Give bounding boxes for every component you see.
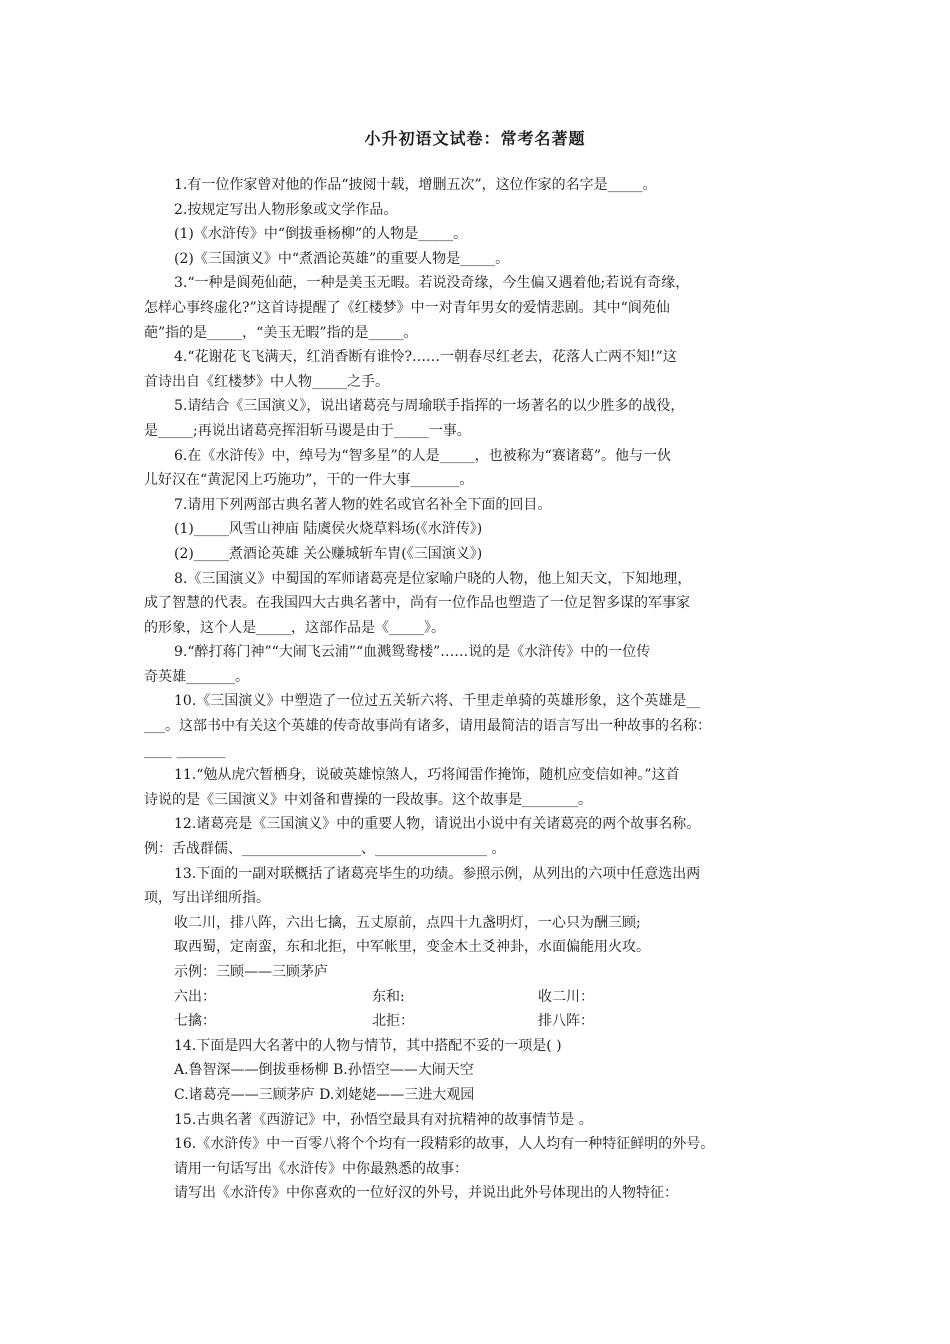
text-line: 葩”指的是_____，“美玉无暇”指的是_____。 [144,324,418,341]
text-line: 15.古典名著《西游记》中，孙悟空最具有对抗精神的故事情节是 。 [174,1111,593,1128]
text-line: 请用一句话写出《水浒传》中你最熟悉的故事： [174,1160,468,1177]
text-line: ___。这部书中有关这个英雄的传奇故事尚有诸多，请用最简洁的语言写出一种故事的名称： [144,718,711,735]
answer-label: 排八阵： [538,1013,594,1030]
text-line: 奇英雄_______。 [144,668,249,685]
text-line: 请写出《水浒传》中你喜欢的一位好汉的外号，并说出此外号体现出的人物特征： [174,1185,678,1202]
text-line: 3.“一种是阆苑仙葩，一种是美玉无暇。若说没奇缘，今生偏又遇着他;若说有奇缘， [174,275,690,292]
text-line: 13.下面的一副对联概括了诸葛亮毕生的功绩。参照示例，从列出的六项中任意选出两 [174,865,701,882]
text-line: 2.按规定写出人物形象或文学作品。 [174,201,398,218]
text-line: 示例：三顾——三顾茅庐 [174,964,328,980]
page-title: 小升初语文试卷：常考名著题 [364,129,586,148]
answer-label: 北拒： [372,1013,414,1030]
text-line: 8.《三国演义》中蜀国的军师诸葛亮是位家喻户晓的人物，他上知天文，下知地理， [174,570,692,587]
text-line: 怎样心事终虚化?”这首诗提醒了《红楼梦》中一对青年男女的爱情悲剧。其中“阆苑仙 [144,299,670,316]
text-line: (2)_____煮酒论英雄 关公赚城斩车胄(《三国演义》) [174,545,483,562]
text-line: 诗说的是《三国演义》中刘备和曹操的一段故事。这个故事是________。 [144,791,592,808]
answer-label: 七擒： [174,1013,216,1030]
answer-row [144,985,820,1010]
text-line: 收二川，排八阵，六出七擒，五丈原前，点四十九盏明灯，一心只为酬三顾; [174,914,641,931]
text-line: 1.有一位作家曾对他的作品“披阅十载，增删五次”，这位作家的名字是_____。 [174,177,657,193]
text-line: 11.“勉从虎穴暂栖身，说破英雄惊煞人，巧将闻雷作掩饰，随机应变信如神。”这首 [174,767,680,784]
text-line: 6.在《水浒传》中，绰号为“智多星”的人是_____，也被称为“赛诸葛”。他与一伙 [174,447,671,464]
answer-label: 东和: [372,988,405,1005]
text-line: 例：舌战群儒、_________________、________________ 。 [144,841,506,858]
text-line: (2)《三国演义》中“煮酒论英雄”的重要人物是_____。 [174,250,510,267]
text-line: 7.请用下列两部古典名著人物的姓名或官名补全下面的回目。 [174,496,552,513]
text-line: 首诗出自《红楼梦》中人物_____之手。 [144,373,389,390]
text-line: 9.“醉打蒋门神”“大闹飞云浦”“血溅鸳鸯楼”……说的是《水浒传》中的一位传 [174,644,651,661]
text-line: A.鲁智深——倒拔垂杨柳 B.孙悟空——大闹天空 [174,1062,474,1079]
text-line: 10.《三国演义》中塑造了一位过五关斩六将、千里走单骑的英雄形象，这个英雄是__ [174,693,701,710]
text-line: 14.下面是四大名著中的人物与情节，其中搭配不妥的一项是( ) [174,1037,562,1054]
answer-label: 六出： [174,988,216,1005]
text-line: 成了智慧的代表。在我国四大古典名著中，尚有一位作品也塑造了一位足智多谋的军事家 [144,595,690,612]
text-line: 项，写出详细所指。 [144,890,270,907]
text-line: 是_____;再说出诸葛亮挥泪斩马谡是由于_____一事。 [144,422,471,439]
text-line: ____ _______ [144,742,226,759]
question-content [144,173,820,1206]
text-line: (1)《水浒传》中“倒拔垂杨柳”的人物是_____。 [174,226,468,243]
answer-row [144,1009,820,1034]
text-line: 16.《水浒传》中一百零八将个个均有一段精彩的故事，人人均有一种特征鲜明的外号。 [174,1136,715,1153]
text-line: 4.“花谢花飞飞满天，红消香断有谁怜?……一朝春尽红老去，花落人亡两不知!”这 [174,349,677,366]
text-line: 12.诸葛亮是《三国演义》中的重要人物，请说出小说中有关诸葛亮的两个故事名称。 [174,816,701,833]
text-line: 儿好汉在“黄泥冈上巧施功”，干的一件大事_______。 [144,472,474,489]
text-line: 取西蜀，定南蛮，东和北拒，中军帐里，变金木土爻神卦，水面偏能用火攻。 [174,939,650,956]
text-line: C.诸葛亮——三顾茅庐 D.刘姥姥——三进大观园 [174,1086,475,1103]
answer-label: 收二川： [538,988,594,1005]
text-line: 的形象，这个人是_____，这部作品是《_____》。 [144,619,445,636]
text-line: 5.请结合《三国演义》，说出诸葛亮与周瑜联手指挥的一场著名的以少胜多的战役， [174,398,685,415]
text-line: (1)_____风雪山神庙 陆虞侯火烧草料场(《水浒传》) [174,521,483,538]
